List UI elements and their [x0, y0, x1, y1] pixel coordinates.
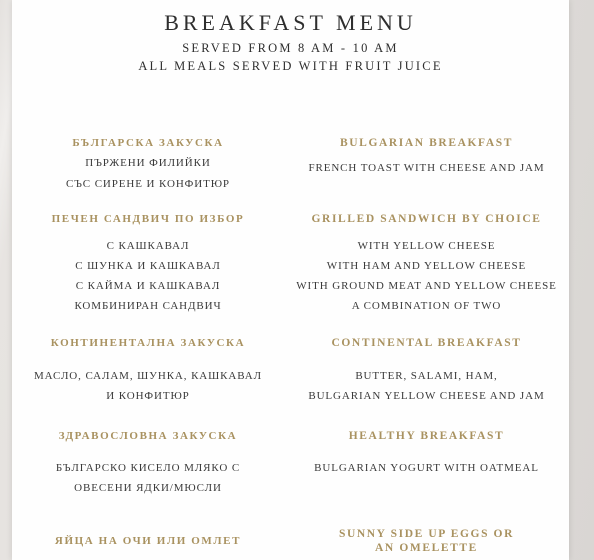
menu-line: WITH YELLOW CHEESE — [357, 240, 496, 252]
section-heading-grilled-sandwich-en: GRILLED SANDWICH BY CHOICE — [311, 213, 542, 225]
section-heading-grilled-sandwich-bg: ПЕЧЕН САНДВИЧ ПО ИЗБОР — [51, 213, 245, 225]
menu-line: БЪЛГАРСКО КИСЕЛО МЛЯКО С — [55, 462, 241, 474]
section-heading-healthy-en: HEALTHY BREAKFAST — [348, 430, 505, 442]
english-column — [284, 0, 569, 560]
section-heading-bulgarian-breakfast-bg: БЪЛГАРСКА ЗАКУСКА — [72, 137, 224, 149]
menu-line: WITH GROUND MEAT AND YELLOW CHEESE — [296, 280, 557, 292]
section-heading-healthy-bg: ЗДРАВОСЛОВНА ЗАКУСКА — [58, 430, 238, 442]
menu-title: BREAKFAST MENU — [164, 10, 417, 35]
menu-line: И КОНФИТЮР — [106, 390, 190, 402]
section-heading-eggs-bg: ЯЙЦА НА ОЧИ ИЛИ ОМЛЕТ — [54, 535, 242, 547]
menu-line: С КАШКАВАЛ — [106, 240, 190, 252]
menu-line: СЪС СИРЕНЕ И КОНФИТЮР — [66, 178, 230, 190]
menu-line: A COMBINATION OF TWO — [351, 300, 502, 312]
menu-line: BULGARIAN YELLOW CHEESE AND JAM — [308, 390, 545, 402]
menu-line: С ШУНКА И КАШКАВАЛ — [75, 260, 221, 272]
bulgarian-column — [12, 0, 284, 560]
section-heading-eggs-en-line2: AN OMELETTE — [375, 542, 478, 554]
menu-line: ПЪРЖЕНИ ФИЛИЙКИ — [85, 157, 211, 169]
menu-line: МАСЛО, САЛАМ, ШУНКА, КАШКАВАЛ — [34, 370, 262, 382]
menu-sheet — [12, 0, 569, 560]
menu-line: BULGARIAN YOGURT WITH OATMEAL — [314, 462, 539, 474]
section-heading-continental-bg: КОНТИНЕНТАЛНА ЗАКУСКА — [50, 337, 246, 349]
menu-line: BUTTER, SALAMI, HAM, — [355, 370, 498, 382]
section-heading-continental-en: CONTINENTAL BREAKFAST — [331, 337, 522, 349]
menu-line: ОВЕСЕНИ ЯДКИ/МЮСЛИ — [74, 482, 222, 494]
menu-line: FRENCH TOAST WITH CHEESE AND JAM — [308, 162, 545, 174]
section-heading-bulgarian-breakfast-en: BULGARIAN BREAKFAST — [340, 137, 513, 149]
section-heading-eggs-en: SUNNY SIDE UP EGGS OR — [338, 528, 515, 540]
juice-note: ALL MEALS SERVED WITH FRUIT JUICE — [138, 59, 443, 73]
menu-line: КОМБИНИРАН САНДВИЧ — [74, 300, 222, 312]
menu-line: С КАЙМА И КАШКАВАЛ — [75, 280, 221, 292]
menu-line: WITH HAM AND YELLOW CHEESE — [326, 260, 527, 272]
serving-hours: SERVED FROM 8 AM - 10 AM — [182, 41, 399, 55]
